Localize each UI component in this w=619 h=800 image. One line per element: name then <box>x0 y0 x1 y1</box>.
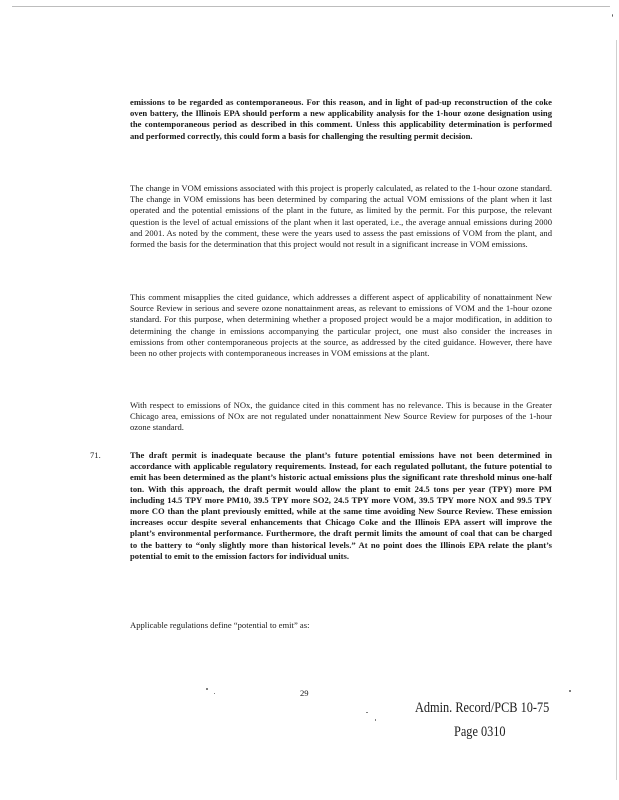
paragraph-pte-definition: Applicable regulations define “potential to emit” as: <box>130 620 310 630</box>
admin-record-stamp: Admin. Record/PCB 10-75 <box>415 700 550 716</box>
paragraph-comment-71: The draft permit is inadequate because the plant’s future potential emissions have not been determined in accordance with applicable regulatory requirements. Instead, for each regulated pollutant, the future potential to emit has been determined as the plant’s historic actual emissions plus the significant rate threshold minus one-half ton. With this approach, the draft permit would allow the plant to emit 24.5 tons per year (TPY) more PM including 14.5 TPY more PM10, 39.5 TPY more SO2, 24.5 TPY more VOM, 39.5 TPY more NOX and 99.5 TPY more CO than the plant previously emitted, while at the same time avoiding New Source Review. These emission increases occur despite several enhancements that Chicago Coke and the Illinois EPA assert will improve the plant’s environmental performance. Furthermore, the draft permit limits the amount of coal that can be charged to the battery to “only slightly more than historical levels.” At no point does the Illinois EPA relate the plant’s potential to emit to the emission factors for individual units. <box>130 450 552 561</box>
scan-speck <box>214 693 215 694</box>
scan-edge-right <box>616 40 617 780</box>
paragraph-nox: With respect to emissions of NOx, the guidance cited in this comment has no relevance. This is because in the Greater Chicago area, emissions of NOx are not regulated under nonattainment New Source Review for purposes of the 1-hour ozone standard. <box>130 400 552 433</box>
paragraph-vom-change: The change in VOM emissions associated with this project is properly calculated, as related to the 1-hour ozone standard. The change in VOM emissions has been determined by comparing the actual VOM emissions of the plant when it last operated and the potential emissions of the plant in the future, as limited by the permit. For this purpose, the relevant question is the level of actual emissions of the plant when it last operated, i.e., the average annual emissions during 2000 and 2001. As noted by the comment, these were the years used to assess the past emissions of VOM from the plant, and formed the basis for the determination that this project would not result in a significant increase in VOM emissions. <box>130 183 552 250</box>
scan-speck <box>569 690 571 692</box>
page-stamp: Page 0310 <box>454 724 506 740</box>
paragraph-contemporaneous: emissions to be regarded as contemporaneous. For this reason, and in light of pad-up reconstruction of the coke oven battery, the Illinois EPA should perform a new applicability analysis for the 1-hour ozone designation using the contemporaneous period as described in this comment. Unless this applicability determination is performed and performed correctly, this could form a basis for challenging the resulting permit decision. <box>130 97 552 141</box>
scan-speck <box>366 712 368 713</box>
paragraph-guidance-misapplied: This comment misapplies the cited guidance, which addresses a different aspect of applicability of nonattainment New Source Review in serious and severe ozone nonattainment areas, as relevant to emissions of VOM and the 1-hour ozone standard. For this purpose, when determining whether a proposed project would be a major modification, in addition to determining the change in emissions accompanying the particular project, one must also consider the increases in emissions from other contemporaneous projects at the source, as addressed by the cited guidance. However, there have been no other projects with contemporaneous increases in VOM emissions at the plant. <box>130 292 552 359</box>
scan-speck <box>375 719 376 721</box>
scan-speck <box>612 14 613 17</box>
page-number: 29 <box>300 688 309 698</box>
scan-edge-top <box>12 6 610 7</box>
comment-number: 71. <box>90 450 101 460</box>
scan-speck <box>206 688 208 690</box>
